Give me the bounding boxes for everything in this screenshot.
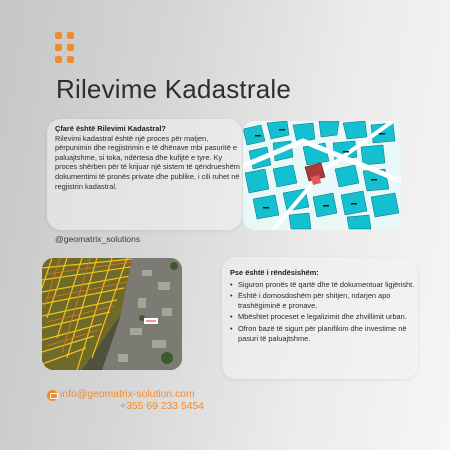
email-link[interactable]: info@geomatrix-solution.com (60, 389, 195, 400)
page-title: Rilevime Kadastrale (56, 74, 292, 104)
question-heading: Çfarë është Rilevimi Kadastral? (55, 124, 166, 133)
info-card-why-text (230, 268, 416, 345)
importance-list (230, 280, 416, 344)
mail-icon (47, 390, 58, 401)
question-body: Rilevimi kadastral është një proces për matjen, përpunimin dhe regjistrimin e të dhënave mbi pasuritë e paluajtshme, si toka, ndërtesa dhe kufijtë e tyre. Ky proces shërben për të krijuar një sistem të qëndrueshëm dokumentimi të pronës private dhe publike, i cili ruhet në regjistrin kadastral. (55, 133, 240, 191)
list-item: • Ofron bazë të sigurt për planifikim dhe investime në pasuri të paluajtshme. (230, 324, 416, 343)
contact-block (47, 389, 204, 413)
importance-heading: Pse është i rëndësishëm: (230, 268, 319, 277)
info-card-what-text (55, 124, 241, 191)
list-item: • Siguron pronës të qartë dhe të dokumentuar ligjërisht. (230, 280, 416, 290)
grid-dots-icon (55, 32, 81, 64)
orthophoto-map-image (42, 258, 182, 370)
list-item: • Është i domosdoshëm për shitjen, ndarjen apo trashëgiminë e pronave. (230, 291, 416, 310)
list-item: • Mbështet proceset e legalizimit dhe zhvillimit urban. (230, 312, 416, 322)
phone-number[interactable]: +355 69 233 5454 (120, 401, 205, 412)
cadastral-map-image (243, 121, 401, 230)
social-handle[interactable]: @geomatrix_solutions (55, 234, 141, 244)
email-row[interactable] (47, 389, 204, 401)
